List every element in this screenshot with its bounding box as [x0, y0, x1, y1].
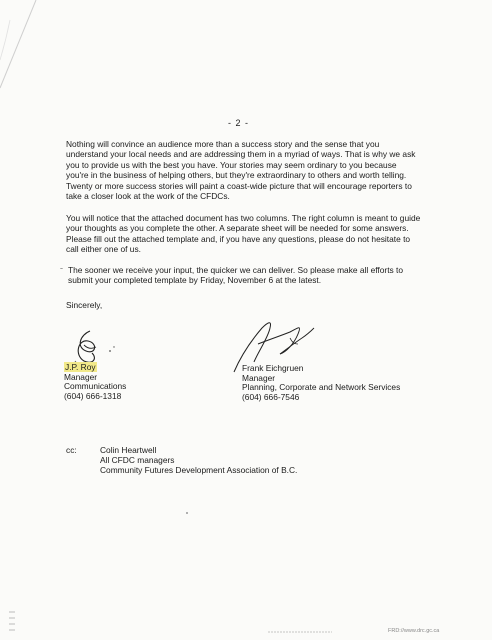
- body-paragraph-1: Nothing will convince an audience more than a success story and the sense that you understand your local needs and are addressing them in a myriad of ways. That is why we ask you to provide us with the best you have. Your stories may seem ordinary to you because you're in the business of helping others, but they're extraordinary to others and worth telling. Twenty or more success stories will paint a coast-wide picture that will encourage reporters to take a closer look at the work of the CFDCs.: [66, 139, 416, 202]
- cc-recipient-list: [100, 445, 297, 475]
- footer-scan-smudge: [268, 630, 332, 634]
- signatory-left-department: Communications: [64, 381, 127, 392]
- body-paragraph-2: You will notice that the attached document has two columns. The right column is meant to guide your thoughts as you complete the other. A separate sheet will be needed for some answers. Please fill out the attached template and, if you have any questions, please do not hesitate to call either one of us.: [66, 213, 421, 255]
- signatory-right-title: Manager: [242, 372, 276, 383]
- signatory-left-phone: (604) 666-1318: [64, 390, 122, 401]
- signature-block-right: [242, 364, 400, 402]
- cc-label: cc:: [66, 445, 77, 455]
- body-paragraph-3: The sooner we receive your input, the quicker we can deliver. So please make all efforts to submit your completed template by Friday, November 6 at the latest.: [68, 265, 404, 286]
- signatory-left-title: Manager: [64, 371, 98, 382]
- signatory-right-name: Frank Eichgruen: [242, 363, 304, 373]
- signature-block-left: [64, 363, 126, 401]
- scan-speck: [60, 268, 63, 269]
- cc-recipient: Community Futures Development Association of B.C.: [100, 465, 298, 475]
- footer-website: FRD://www.drc.gc.ca: [388, 628, 440, 634]
- page-number: - 2 -: [228, 118, 250, 128]
- signatory-right-department: Planning, Corporate and Network Services: [242, 382, 401, 393]
- scan-speck: [186, 512, 188, 514]
- page-corner-fold: [0, 0, 40, 90]
- salutation: Sincerely,: [66, 300, 103, 310]
- signatory-right-phone: (604) 666-7546: [242, 391, 300, 402]
- signatory-left-name: J.P. Roy: [65, 362, 96, 372]
- cc-recipient: Colin Heartwell: [100, 445, 157, 455]
- margin-scan-marks: [6, 610, 18, 638]
- cc-recipient: All CFDC managers: [100, 455, 175, 465]
